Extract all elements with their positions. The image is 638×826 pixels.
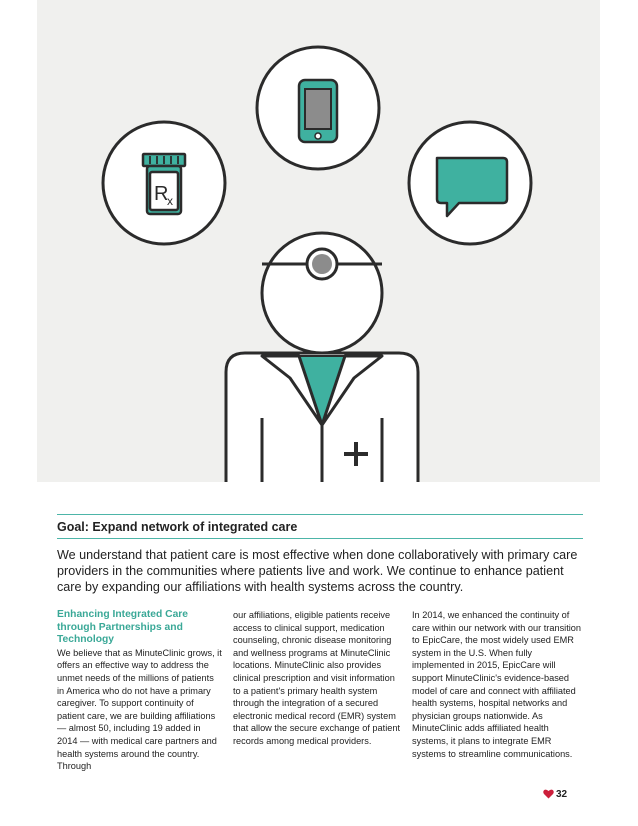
column-3-text: In 2014, we enhanced the continuity of care within our network with our transition to EpicCare, the most widely used EMR system in the U.S. When fully implemented in 2015, EpicCare will support MinuteClinic's evidence-based model of care and connect with affiliated health systems, hospital networks and physician groups nationwide. As MinuteClinic adds affiliated health systems, it plans to integrate EMR systems to streamline communications. bbox=[412, 610, 582, 759]
clinician-icon bbox=[226, 233, 418, 482]
top-rule bbox=[57, 514, 583, 515]
rx-label: R bbox=[154, 183, 169, 205]
intro-paragraph: We understand that patient care is most effective when done collaboratively with primary care providers in the communities where patients live and work. We continue to enhance patient care by expanding our affiliations with health systems across the country. bbox=[57, 548, 578, 594]
goal-heading: Goal: Expand network of integrated care bbox=[57, 520, 298, 534]
rx-sub-label: x bbox=[167, 194, 173, 208]
page-number: 32 bbox=[556, 789, 568, 800]
column-1-text: We believe that as MinuteClinic grows, it offers an effective way to address the unmet needs of the millions of patients in America who do not have a primary caregiver. To support continuity of patient care, we are building affiliations — almost 50, including 19 added in 2014 — with medical care partners and health systems around the country. Through bbox=[57, 647, 222, 772]
prescription-bottle-icon bbox=[103, 122, 225, 244]
bottom-rule bbox=[57, 538, 583, 539]
smartphone-icon bbox=[257, 47, 379, 169]
column-2 bbox=[233, 609, 403, 748]
chat-bubble-icon bbox=[409, 122, 531, 244]
column-subhead: Enhancing Integrated Care through Partnerships and Technology bbox=[57, 609, 189, 646]
column-1 bbox=[57, 609, 222, 773]
column-3 bbox=[412, 609, 584, 760]
hero-illustration bbox=[37, 0, 600, 482]
column-2-text: our affiliations, eligible patients receive access to clinical support, medication counseling, chronic disease monitoring and wellness programs at MinuteClinic locations. MinuteClinic also provides clinical prescription and visit information to a patient's primary health system through the integration of a secured electronic medical record (EMR) system that allow the secure exchange of patient records among medical providers. bbox=[233, 610, 401, 746]
heart-icon bbox=[543, 789, 554, 799]
illustration-svg bbox=[37, 0, 600, 482]
